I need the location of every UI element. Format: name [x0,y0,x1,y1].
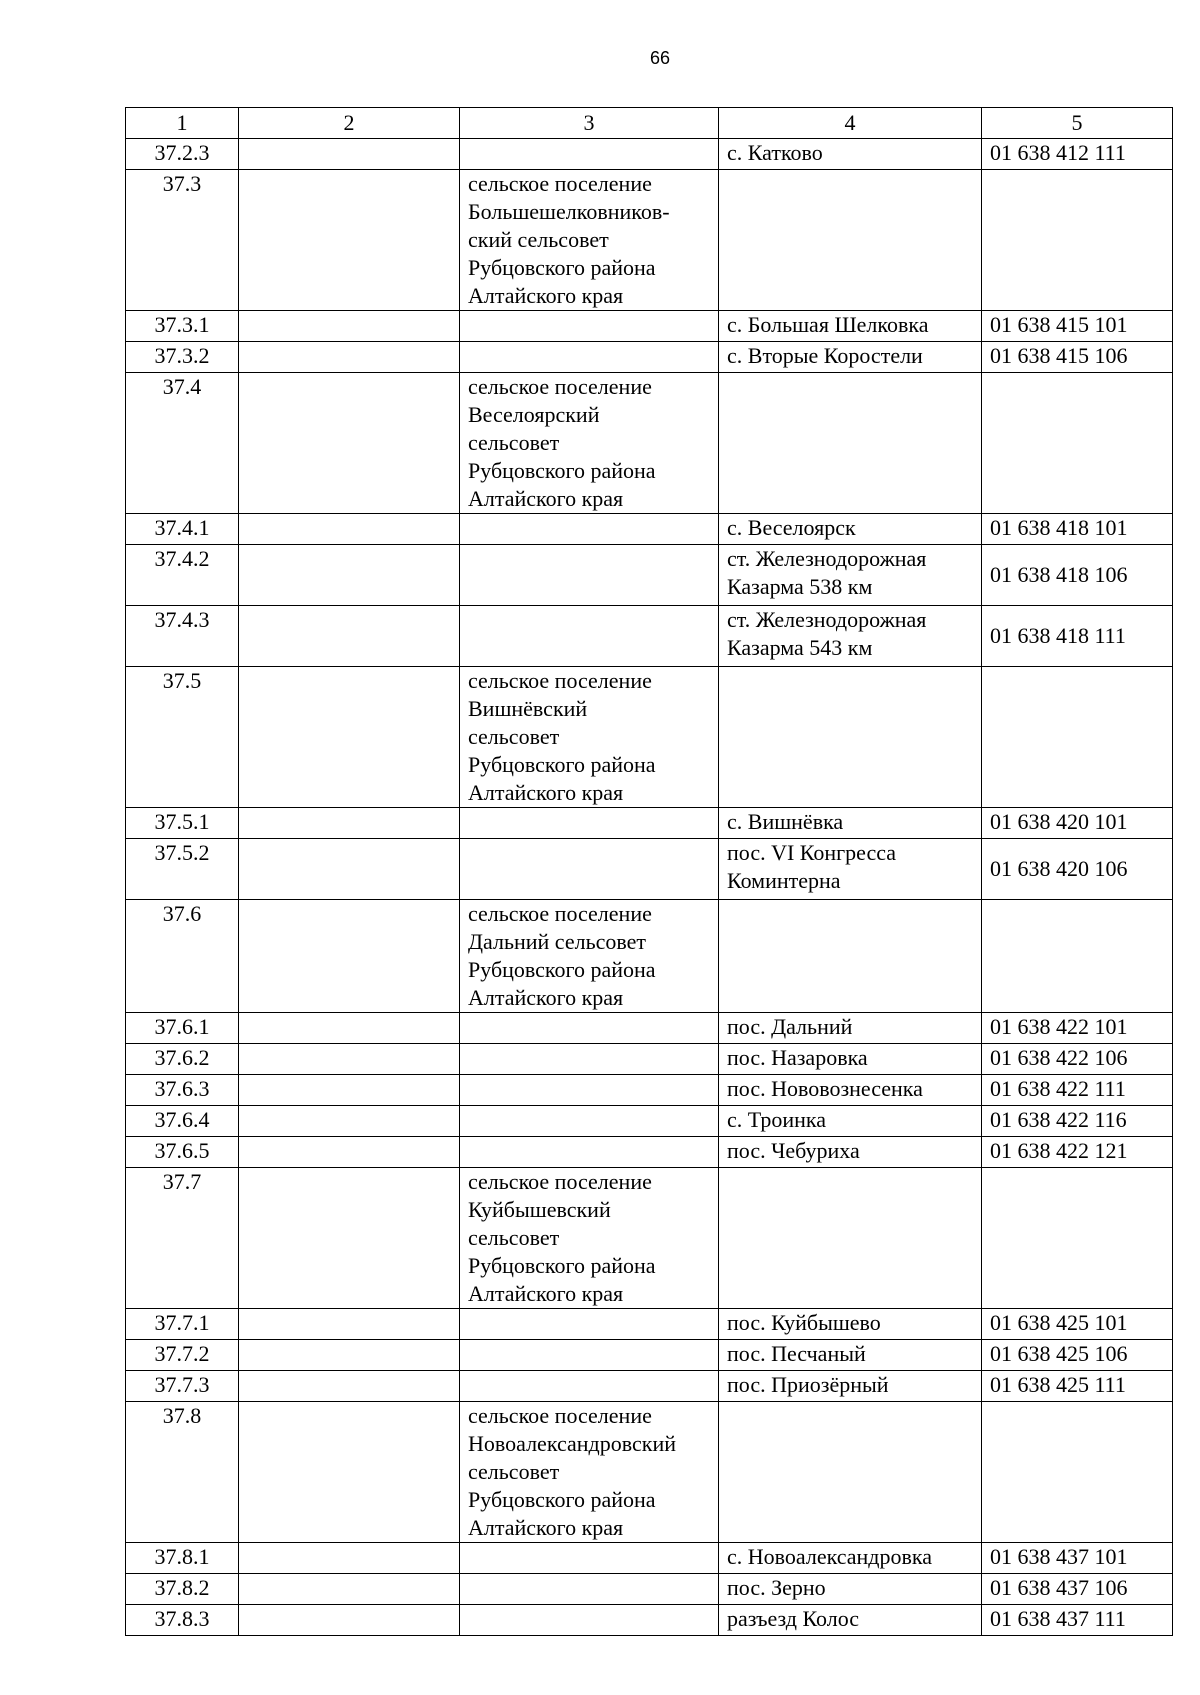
oktmo-code-cell [982,900,1173,1013]
municipality-cell: сельское поселение Веселоярский сельсовет Рубцовского района Алтайского края [460,373,719,514]
municipality-cell [460,342,719,373]
row-number-cell: 37.4.2 [126,545,239,606]
column-2-cell [239,342,460,373]
municipality-cell [460,1044,719,1075]
column-2-cell [239,139,460,170]
table-row [126,342,1173,373]
table-row [126,1309,1173,1340]
settlement-cell: ст. Железнодорожная Казарма 543 км [719,606,982,667]
municipality-cell [460,311,719,342]
column-2-cell [239,1168,460,1309]
row-number-cell: 37.6.3 [126,1075,239,1106]
municipality-cell: сельское поселение Новоалександровский сельсовет Рубцовского района Алтайского края [460,1402,719,1543]
row-number-cell: 37.7.3 [126,1371,239,1402]
municipality-cell: сельское поселение Большешелковников- ский сельсовет Рубцовского района Алтайского края [460,170,719,311]
settlement-cell: с. Новоалександровка [719,1543,982,1574]
oktmo-code-cell: 01 638 420 101 [982,808,1173,839]
settlement-cell [719,170,982,311]
municipality-cell: сельское поселение Вишнёвский сельсовет Рубцовского района Алтайского края [460,667,719,808]
row-number-cell: 37.7.2 [126,1340,239,1371]
column-2-cell [239,170,460,311]
oktmo-code-cell: 01 638 425 111 [982,1371,1173,1402]
settlement-cell: с. Вторые Коростели [719,342,982,373]
settlement-cell: пос. Приозёрный [719,1371,982,1402]
oktmo-code-cell: 01 638 437 101 [982,1543,1173,1574]
oktmo-code-cell: 01 638 437 111 [982,1605,1173,1636]
table-row [126,1605,1173,1636]
column-2-cell [239,1371,460,1402]
row-number-cell: 37.8 [126,1402,239,1543]
row-number-cell: 37.7.1 [126,1309,239,1340]
oktmo-code-cell: 01 638 418 111 [982,606,1173,667]
table-row [126,1106,1173,1137]
municipality-cell [460,1340,719,1371]
row-number-cell: 37.8.3 [126,1605,239,1636]
oktmo-code-cell: 01 638 415 101 [982,311,1173,342]
settlement-cell: ст. Железнодорожная Казарма 538 км [719,545,982,606]
column-2-cell [239,1574,460,1605]
column-2-cell [239,1309,460,1340]
table-row [126,1371,1173,1402]
settlement-cell: с. Большая Шелковка [719,311,982,342]
column-2-cell [239,808,460,839]
oktmo-code-cell [982,1402,1173,1543]
row-number-cell: 37.5.1 [126,808,239,839]
row-number-cell: 37.4 [126,373,239,514]
table-row [126,1044,1173,1075]
settlement-cell: разъезд Колос [719,1605,982,1636]
column-header: 3 [460,108,719,139]
column-header: 1 [126,108,239,139]
page-number: 66 [649,48,671,68]
oktmo-code-cell: 01 638 422 116 [982,1106,1173,1137]
settlement-cell: с. Катково [719,139,982,170]
municipality-cell [460,1543,719,1574]
column-2-cell [239,900,460,1013]
row-number-cell: 37.7 [126,1168,239,1309]
column-2-cell [239,373,460,514]
oktmo-code-cell: 01 638 425 106 [982,1340,1173,1371]
oktmo-code-cell: 01 638 418 101 [982,514,1173,545]
oktmo-code-cell: 01 638 412 111 [982,139,1173,170]
row-number-cell: 37.6.5 [126,1137,239,1168]
settlement-cell [719,373,982,514]
oktmo-code-cell: 01 638 415 106 [982,342,1173,373]
table-row [126,1340,1173,1371]
municipality-cell [460,606,719,667]
row-number-cell: 37.6.4 [126,1106,239,1137]
settlement-cell: с. Вишнёвка [719,808,982,839]
table-row [126,1402,1173,1543]
municipality-cell [460,545,719,606]
table-row [126,1574,1173,1605]
column-2-cell [239,1402,460,1543]
oktmo-code-cell [982,667,1173,808]
column-2-cell [239,1075,460,1106]
settlement-cell: пос. Нововознесенка [719,1075,982,1106]
municipality-cell [460,839,719,900]
table-row [126,311,1173,342]
municipality-cell: сельское поселение Куйбышевский сельсовет Рубцовского района Алтайского края [460,1168,719,1309]
oktmo-code-cell: 01 638 420 106 [982,839,1173,900]
row-number-cell: 37.8.1 [126,1543,239,1574]
oktmo-code-cell: 01 638 422 111 [982,1075,1173,1106]
column-2-cell [239,1044,460,1075]
row-number-cell: 37.5.2 [126,839,239,900]
row-number-cell: 37.3.1 [126,311,239,342]
oktmo-code-cell: 01 638 422 121 [982,1137,1173,1168]
table-row [126,373,1173,514]
row-number-cell: 37.3.2 [126,342,239,373]
municipality-cell [460,1309,719,1340]
row-number-cell: 37.4.3 [126,606,239,667]
table-row [126,667,1173,808]
oktmo-code-cell: 01 638 422 101 [982,1013,1173,1044]
row-number-cell: 37.6 [126,900,239,1013]
table-row [126,139,1173,170]
oktmo-code-cell [982,170,1173,311]
municipality-cell [460,1013,719,1044]
municipality-cell [460,1075,719,1106]
municipality-cell [460,1574,719,1605]
settlement-cell: пос. Чебуриха [719,1137,982,1168]
settlement-cell: пос. Зерно [719,1574,982,1605]
oktmo-code-cell: 01 638 418 106 [982,545,1173,606]
municipality-cell [460,514,719,545]
column-2-cell [239,839,460,900]
oktmo-code-cell: 01 638 425 101 [982,1309,1173,1340]
table-row [126,1013,1173,1044]
oktmo-code-cell: 01 638 437 106 [982,1574,1173,1605]
column-header: 5 [982,108,1173,139]
column-2-cell [239,311,460,342]
table-row [126,1137,1173,1168]
table-row [126,545,1173,606]
municipality-cell [460,1371,719,1402]
settlement-cell [719,667,982,808]
table-row [126,514,1173,545]
table-row [126,839,1173,900]
table-row [126,1075,1173,1106]
settlement-cell [719,1402,982,1543]
settlement-cell [719,900,982,1013]
municipality-cell [460,1137,719,1168]
municipality-cell [460,1605,719,1636]
table-header-row [126,108,1173,139]
settlement-cell: пос. Назаровка [719,1044,982,1075]
row-number-cell: 37.6.1 [126,1013,239,1044]
table-row [126,1168,1173,1309]
column-2-cell [239,514,460,545]
column-2-cell [239,1106,460,1137]
table-row [126,1543,1173,1574]
settlement-cell: пос. Куйбышево [719,1309,982,1340]
oktmo-code-cell [982,1168,1173,1309]
row-number-cell: 37.5 [126,667,239,808]
settlement-cell: пос. VI Конгресса Коминтерна [719,839,982,900]
settlement-cell: с. Троинка [719,1106,982,1137]
oktmo-code-cell: 01 638 422 106 [982,1044,1173,1075]
table-row [126,808,1173,839]
row-number-cell: 37.3 [126,170,239,311]
row-number-cell: 37.8.2 [126,1574,239,1605]
column-2-cell [239,1137,460,1168]
column-2-cell [239,1340,460,1371]
column-2-cell [239,1013,460,1044]
table-row [126,900,1173,1013]
municipality-cell [460,139,719,170]
row-number-cell: 37.2.3 [126,139,239,170]
settlement-cell [719,1168,982,1309]
oktmo-code-cell [982,373,1173,514]
row-number-cell: 37.4.1 [126,514,239,545]
settlement-cell: с. Веселоярск [719,514,982,545]
column-2-cell [239,545,460,606]
table-row [126,170,1173,311]
table-row [126,606,1173,667]
column-2-cell [239,606,460,667]
settlement-cell: пос. Дальний [719,1013,982,1044]
municipality-cell [460,1106,719,1137]
column-header: 4 [719,108,982,139]
column-2-cell [239,1543,460,1574]
row-number-cell: 37.6.2 [126,1044,239,1075]
column-2-cell [239,667,460,808]
municipality-cell [460,808,719,839]
column-header: 2 [239,108,460,139]
registry-table [125,107,1173,1636]
column-2-cell [239,1605,460,1636]
municipality-cell: сельское поселение Дальний сельсовет Рубцовского района Алтайского края [460,900,719,1013]
settlement-cell: пос. Песчаный [719,1340,982,1371]
